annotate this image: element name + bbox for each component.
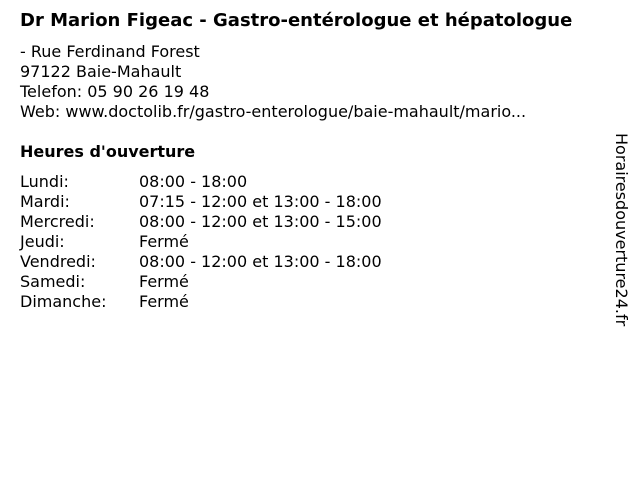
hours-row-dimanche: [20, 292, 600, 312]
business-card: [20, 10, 600, 312]
hours-table: [20, 172, 600, 312]
address-street: - Rue Ferdinand Forest: [20, 42, 200, 61]
hours-row-mardi: [20, 192, 600, 212]
website-link[interactable]: Web: www.doctolib.fr/gastro-enterologue/baie-mahault/mario...: [20, 102, 527, 121]
day-hours: Fermé: [139, 292, 189, 311]
hours-row-jeudi: [20, 232, 600, 252]
day-hours: 08:00 - 18:00: [139, 172, 248, 191]
hours-row-mercredi: [20, 212, 600, 232]
hours-row-samedi: [20, 272, 600, 292]
hours-row-vendredi: [20, 252, 600, 272]
day-label: Mardi:: [20, 192, 70, 211]
day-hours: 07:15 - 12:00 et 13:00 - 18:00: [139, 192, 382, 211]
hours-row-lundi: [20, 172, 600, 192]
phone-number: Telefon: 05 90 26 19 48: [20, 82, 210, 101]
day-hours: Fermé: [139, 232, 189, 251]
day-hours: Fermé: [139, 272, 189, 291]
address-city: 97122 Baie-Mahault: [20, 62, 182, 81]
contact-info: [20, 42, 600, 122]
hours-heading: Heures d'ouverture: [20, 142, 196, 161]
day-hours: 08:00 - 12:00 et 13:00 - 15:00: [139, 212, 382, 231]
day-label: Mercredi:: [20, 212, 95, 231]
day-label: Dimanche:: [20, 292, 107, 311]
day-label: Jeudi:: [20, 232, 65, 251]
site-brand-label: Horairesdouverture24.fr: [612, 133, 631, 327]
day-hours: 08:00 - 12:00 et 13:00 - 18:00: [139, 252, 382, 271]
day-label: Lundi:: [20, 172, 69, 191]
business-title: Dr Marion Figeac - Gastro-entérologue et hépatologue: [20, 10, 573, 31]
day-label: Samedi:: [20, 272, 86, 291]
day-label: Vendredi:: [20, 252, 96, 271]
site-brand: [610, 133, 630, 343]
